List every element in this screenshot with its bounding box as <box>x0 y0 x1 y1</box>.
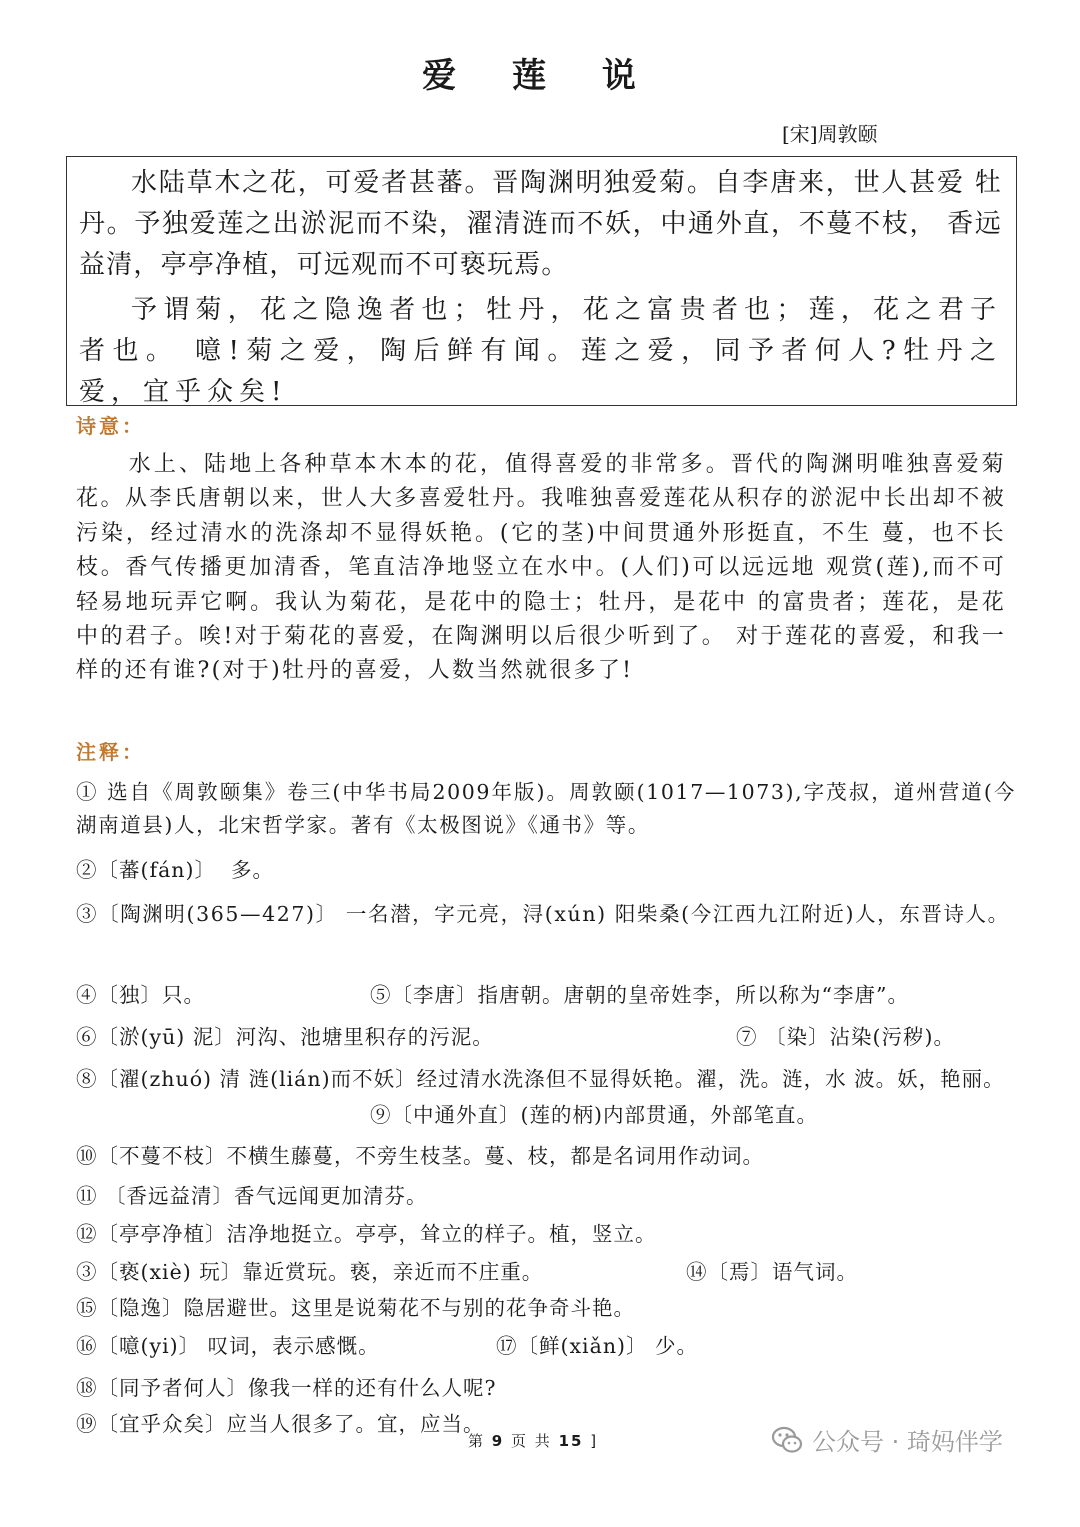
note-5: ⑤〔李唐〕指唐朝。唐朝的皇帝姓李，所以称为“李唐”。 <box>370 983 909 1007</box>
note-11: ⑪ 〔香远益清〕香气远闻更加清芬。 <box>76 1184 428 1208</box>
footer-page-number: 9 <box>491 1432 505 1450</box>
original-paragraph-1: 水陆草木之花，可爱者甚蕃。晋陶渊明独爱菊。自李唐来，世人甚爱 牡丹。予独爱莲之出淤泥而不染，濯清涟而不妖，中通外直，不蔓不枝， 香远益清，亭亭净植，可远观而不可亵玩焉。 <box>79 168 1002 280</box>
translation-heading: 诗意： <box>76 414 145 438</box>
note-7: ⑦ 〔染〕沾染(污秽)。 <box>736 1025 956 1049</box>
original-text-box <box>66 156 1017 406</box>
footer-middle: 页 共 <box>511 1432 552 1450</box>
note-8: ⑧〔濯(zhuó) 清 涟(lián)而不妖〕经过清水洗涤但不显得妖艳。濯，洗。涟，水 波。妖，艳丽。 <box>76 1067 1005 1091</box>
footer-prefix: 第 <box>468 1432 486 1450</box>
page-footer <box>468 1430 598 1451</box>
note-2: ②〔蕃(fán)〕 多。 <box>76 858 275 882</box>
translation-text: 水上、陆地上各种草本木本的花，值得喜爱的非常多。晋代的陶渊明唯独喜爱菊花。从李氏唐朝以来，世人大多喜爱牡丹。我唯独喜爱莲花从积存的淤泥中长出却不被污染，经过清水的洗涤却不显得妖艳。(它的茎)中间贯通外形挺直，不生 蔓，也不长枝。香气传播更加清香，笔直洁净地竖立在水中。(人们)可以远远地 观赏(莲),而不可轻易地玩弄它啊。我认为菊花，是花中的隐士；牡丹，是花中 的富贵者；莲花，是花中的君子。唉!对于菊花的喜爱，在陶渊明以后很少听到了。 对于莲花的喜爱，和我一样的还有谁?(对于)牡丹的喜爱，人数当然就很多了! <box>76 452 1006 684</box>
notes-heading: 注释： <box>76 740 145 764</box>
note-19: ⑲〔宜乎众矣〕应当人很多了。宜，应当。 <box>76 1412 485 1436</box>
note-14: ⑭〔焉〕语气词。 <box>686 1260 858 1284</box>
wechat-icon <box>770 1423 804 1457</box>
note-15: ⑮〔隐逸〕隐居避世。这里是说菊花不与别的花争奇斗艳。 <box>76 1296 635 1320</box>
watermark <box>770 1422 1003 1457</box>
footer-total-pages: 15 <box>558 1432 584 1450</box>
note-16: ⑯〔噫(yi)〕 叹词，表示感慨。 <box>76 1334 380 1358</box>
note-12: ⑫〔亭亭净植〕洁净地挺立。亭亭，耸立的样子。植，竖立。 <box>76 1222 657 1246</box>
note-4: ④〔独〕只。 <box>76 983 205 1007</box>
note-17: ⑰〔鲜(xiǎn)〕 少。 <box>496 1334 699 1358</box>
author: [宋]周敦颐 <box>782 122 878 146</box>
note-18: ⑱〔同予者何人〕像我一样的还有什么人呢? <box>76 1376 497 1400</box>
watermark-text: 公众号 · 琦妈伴学 <box>812 1428 1003 1456</box>
note-10: ⑩〔不蔓不枝〕不横生藤蔓，不旁生枝茎。蔓、枝，都是名词用作动词。 <box>76 1144 764 1168</box>
note-9: ⑨〔中通外直〕(莲的柄)内部贯通，外部笔直。 <box>370 1103 818 1127</box>
note-6: ⑥〔淤(yū) 泥〕河沟、池塘里积存的污泥。 <box>76 1025 494 1049</box>
note-13: ③〔亵(xiè) 玩〕靠近赏玩。亵，亲近而不庄重。 <box>76 1260 544 1284</box>
note-3: ③〔陶渊明(365—427)〕 一名潜，字元亮，浔(xún) 阳柴桑(今江西九江附近)人，东晋诗人。 <box>76 902 1010 926</box>
footer-suffix: ] <box>590 1432 599 1450</box>
original-paragraph-2: 予谓菊，花之隐逸者也；牡丹，花之富贵者也；莲，花之君子者也。 噫!菊之爱，陶后鲜有闻。莲之爱，同予者何人?牡丹之爱，宜乎众矣! <box>79 295 1002 407</box>
note-1: ① 选自《周敦颐集》卷三(中华书局2009年版)。周敦颐(1017—1073),字茂叔，道州营道(今湖南道县)人，北宋哲学家。著有《太极图说》《通书》等。 <box>76 780 1016 837</box>
page-title: 爱 莲 说 <box>422 56 658 96</box>
